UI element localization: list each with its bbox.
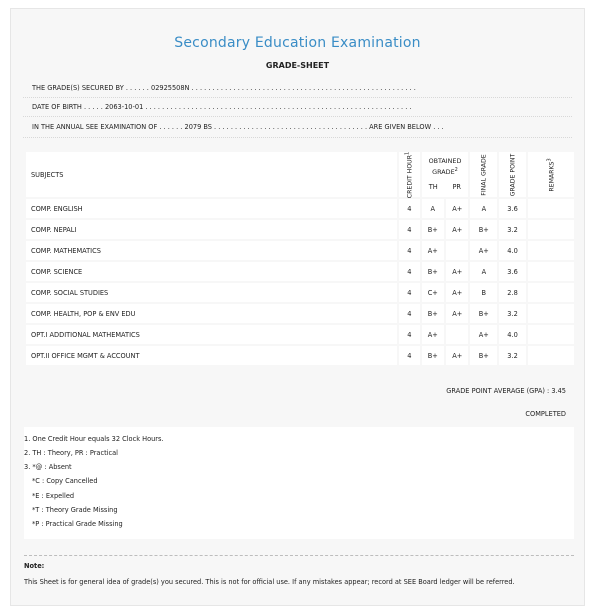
remarks-cell [528,346,574,365]
note-text: This Sheet is for general idea of grade(s) you secured. This is not for official use. If any mistakes appear; record at SEE Board ledger will be referred. [24,578,515,586]
th-grade-cell: C+ [422,283,444,302]
header-credit-hours: CREDIT HOUR$^1$ [399,152,419,197]
date-of-birth-line: DATE OF BIRTH . . . . . 2063-10-01 . . . . . . . . . . . . . . . . . . . . . . . . . . . . . . . . . . . . . . . . . . . . . . . . . . . . . . . . . . . . . . . . [32,103,412,111]
grade-point-cell: 3.2 [499,346,526,365]
final-grade-cell: A+ [470,241,497,260]
remarks-cell [528,304,574,323]
th-grade-cell: B+ [422,262,444,281]
subject-cell: COMP. NEPALI [26,220,397,239]
header-subjects: SUBJECTS [26,152,397,197]
th-grade-cell: B+ [422,304,444,323]
th-grade-cell: A+ [422,241,444,260]
th-grade-cell: A+ [422,325,444,344]
header-pr: PR [452,183,461,191]
subject-cell: COMP. ENGLISH [26,199,397,218]
table-row [26,199,574,218]
credit-cell: 4 [399,283,419,302]
pr-grade-cell: A+ [446,346,468,365]
table-row [26,346,574,365]
subject-cell: OPT.I ADDITIONAL MATHEMATICS [26,325,397,344]
table-row [26,241,574,260]
grade-point-cell: 2.8 [499,283,526,302]
subject-cell: COMP. SCIENCE [26,262,397,281]
grades-table [24,150,576,367]
credit-cell: 4 [399,199,419,218]
pr-grade-cell: A+ [446,220,468,239]
table-row [26,220,574,239]
footnote-credit-hours: 1. One Credit Hour equals 32 Clock Hours. [24,435,164,443]
grade-point-cell: 3.6 [499,262,526,281]
footnote-expelled: *E : Expelled [32,492,75,500]
grade-point-cell: 3.2 [499,220,526,239]
header-obtained-grade: OBTAINED GRADE$^2$ TH PR [422,152,469,197]
credit-cell: 4 [399,325,419,344]
remarks-cell [528,220,574,239]
table-row [26,262,574,281]
page-subtitle: GRADE-SHEET [265,61,330,70]
examination-line: IN THE ANNUAL SEE EXAMINATION OF . . . . . . 2079 BS . . . . . . . . . . . . . . . . . . . . . . . . . . . . . . . . . . . . . ARE GIVEN BELOW . . . [32,123,444,131]
final-grade-cell: A [470,262,497,281]
remarks-cell [528,325,574,344]
footnote-theory-missing: *T : Theory Grade Missing [32,506,118,514]
th-grade-cell: B+ [422,220,444,239]
remarks-cell [528,262,574,281]
header-remarks: REMARKS$^3$ [528,152,574,197]
final-grade-cell: B+ [470,346,497,365]
subject-cell: OPT.II OFFICE MGMT & ACCOUNT [26,346,397,365]
table-row [26,283,574,302]
remarks-cell [528,283,574,302]
final-grade-cell: B+ [470,220,497,239]
credit-cell: 4 [399,220,419,239]
pr-grade-cell: A+ [446,262,468,281]
final-grade-cell: A [470,199,497,218]
footnote-copy-cancelled: *C : Copy Cancelled [32,477,98,485]
divider [23,97,572,98]
divider [23,116,572,117]
header-final-grade: FINAL GRADE [470,152,497,197]
footnote-absent: 3. *@ : Absent [24,463,72,471]
pr-grade-cell [446,241,468,260]
table-header-row [26,152,574,197]
credit-cell: 4 [399,304,419,323]
gpa-summary: GRADE POINT AVERAGE (GPA) : 3.45 [446,387,566,395]
divider [23,137,572,138]
subject-cell: COMP. HEALTH, POP & ENV EDU [26,304,397,323]
remarks-cell [528,241,574,260]
completion-status: COMPLETED [525,410,566,418]
final-grade-cell: B [470,283,497,302]
footnote-th-pr: 2. TH : Theory, PR : Practical [24,449,119,457]
credit-cell: 4 [399,346,419,365]
note-section [24,555,574,586]
note-heading: Note: [24,562,45,570]
header-grade-point: GRADE POINT [499,152,526,197]
footnote-practical-missing: *P : Practical Grade Missing [32,520,123,528]
pr-grade-cell [446,325,468,344]
page-title: Secondary Education Examination [174,35,421,51]
grade-point-cell: 4.0 [499,241,526,260]
grade-point-cell: 3.2 [499,304,526,323]
footnotes-box [24,427,574,539]
secured-by-line: THE GRADE(S) SECURED BY . . . . . . 02925508N . . . . . . . . . . . . . . . . . . . . . . . . . . . . . . . . . . . . . . . . . . . . . . . . . . . . . . [32,84,416,92]
pr-grade-cell: A+ [446,199,468,218]
pr-grade-cell: A+ [446,283,468,302]
th-grade-cell: A [422,199,444,218]
header-th: TH [428,183,438,191]
table-row [26,304,574,323]
grade-point-cell: 4.0 [499,325,526,344]
table-row [26,325,574,344]
remarks-cell [528,199,574,218]
pr-grade-cell: A+ [446,304,468,323]
grade-sheet-panel [10,8,585,606]
credit-cell: 4 [399,241,419,260]
subject-cell: COMP. MATHEMATICS [26,241,397,260]
grade-point-cell: 3.6 [499,199,526,218]
final-grade-cell: B+ [470,304,497,323]
subject-cell: COMP. SOCIAL STUDIES [26,283,397,302]
th-grade-cell: B+ [422,346,444,365]
credit-cell: 4 [399,262,419,281]
final-grade-cell: A+ [470,325,497,344]
